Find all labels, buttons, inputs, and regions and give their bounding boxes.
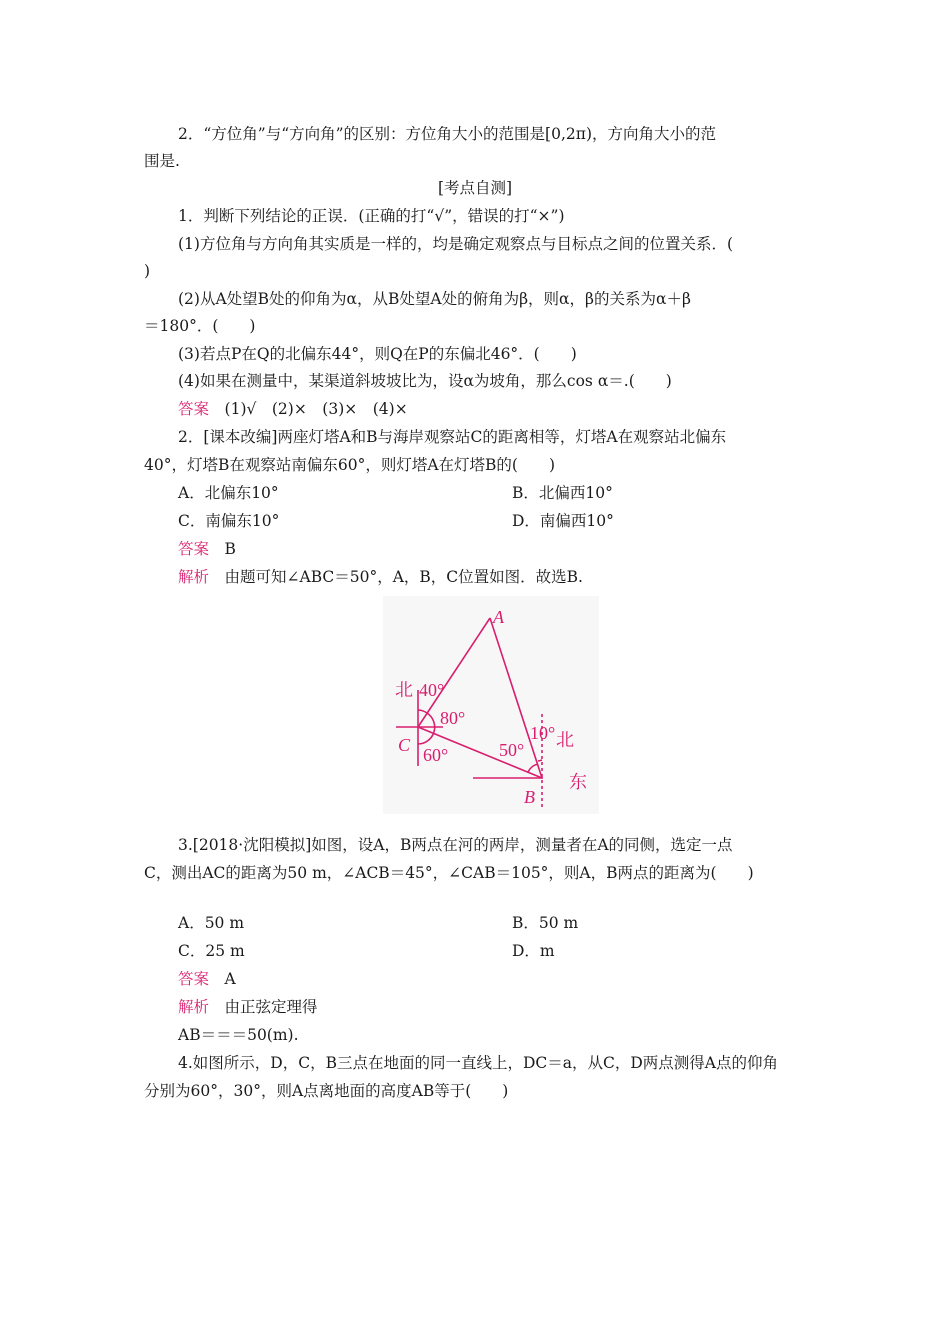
north-label-b: 北	[556, 730, 574, 750]
q1-item1-cont: )	[144, 262, 151, 280]
q4-stem: 4.如图所示，D，C，B三点在地面的同一直线上，DC＝a，从C，D两点测得A点的仰角	[178, 1054, 778, 1072]
explanation-label: 解析	[178, 998, 210, 1016]
q2-answer	[178, 539, 236, 559]
q1-item3: (3)若点P在Q的北偏东44°，则Q在P的东偏北46°．( )	[178, 345, 577, 363]
angle-80-label: 80°	[440, 708, 466, 728]
angle-60-label: 60°	[423, 745, 449, 765]
answer-text: (1)√ (2)× (3)× (4)×	[224, 400, 408, 418]
q2-option-c: C．南偏东10°	[178, 512, 280, 530]
line-azimuth-vs-direction: 2．“方位角”与“方向角”的区别：方位角大小的范围是[0,2π)，方向角大小的范	[178, 125, 716, 143]
q3-explanation	[178, 997, 318, 1017]
answer-text: B	[224, 540, 236, 558]
q2-explanation	[178, 567, 583, 587]
answer-label: 答案	[178, 400, 210, 418]
explanation-label: 解析	[178, 568, 210, 586]
section-title: [考点自测]	[437, 179, 513, 197]
q4-stem-cont: 分别为60°，30°，则A点离地面的高度AB等于( )	[144, 1082, 509, 1100]
explanation-text: 由正弦定理得	[224, 998, 318, 1016]
q3-stem-cont: C，测出AC的距离为50 m，∠ACB＝45°，∠CAB＝105°，则A，B两点的距离为( )	[144, 864, 754, 882]
q3-explanation-formula: AB＝＝＝50(m).	[178, 1026, 299, 1044]
q3-option-d: D．m	[512, 942, 555, 960]
q1-answer	[178, 399, 408, 419]
answer-label: 答案	[178, 970, 210, 988]
q2-stem-cont: 40°，灯塔B在观察站南偏东60°，则灯塔A在灯塔B的( )	[144, 456, 556, 474]
q3-option-b: B．50 m	[512, 914, 579, 932]
angle-50-label: 50°	[499, 740, 525, 760]
arc-10	[538, 760, 542, 761]
q3-option-a: A．50 m	[178, 914, 245, 932]
q1-stem: 1．判断下列结论的正误．(正确的打“√”，错误的打“×”)	[178, 207, 565, 225]
q2-option-a: A．北偏东10°	[178, 484, 279, 502]
q1-item2-cont: ＝180°．( )	[144, 317, 256, 335]
east-label-b: 东	[569, 772, 587, 792]
q3-stem: 3.[2018·沈阳模拟]如图，设A，B两点在河的两岸，测量者在A的同侧，选定一点	[178, 836, 733, 854]
q2-option-b: B．北偏西10°	[512, 484, 613, 502]
point-c-label: C	[398, 735, 411, 755]
line-azimuth-cont: 围是.	[144, 152, 180, 170]
answer-text: A	[224, 970, 236, 988]
q1-item4: (4)如果在测量中，某渠道斜坡坡比为，设α为坡角，那么cos α＝.( )	[178, 372, 672, 390]
q2-stem: 2．[课本改编]两座灯塔A和B与海岸观察站C的距离相等，灯塔A在观察站北偏东	[178, 428, 727, 446]
q3-answer	[178, 969, 236, 989]
angle-40-label: 40°	[419, 680, 445, 700]
angle-10-label: 10°	[530, 723, 556, 743]
q1-item2: (2)从A处望B处的仰角为α，从B处望A处的俯角为β，则α，β的关系为α＋β	[178, 290, 691, 308]
point-a-label: A	[493, 607, 504, 627]
north-label-c: 北	[395, 680, 413, 700]
answer-label: 答案	[178, 540, 210, 558]
q3-option-c: C．25 m	[178, 942, 245, 960]
point-b-label: B	[524, 787, 535, 807]
q1-item1: (1)方位角与方向角其实质是一样的，均是确定观察点与目标点之间的位置关系．(	[178, 235, 734, 253]
explanation-text: 由题可知∠ABC＝50°，A，B，C位置如图．故选B.	[224, 568, 583, 586]
lighthouse-bearing-figure	[383, 596, 599, 814]
q2-option-d: D．南偏西10°	[512, 512, 614, 530]
